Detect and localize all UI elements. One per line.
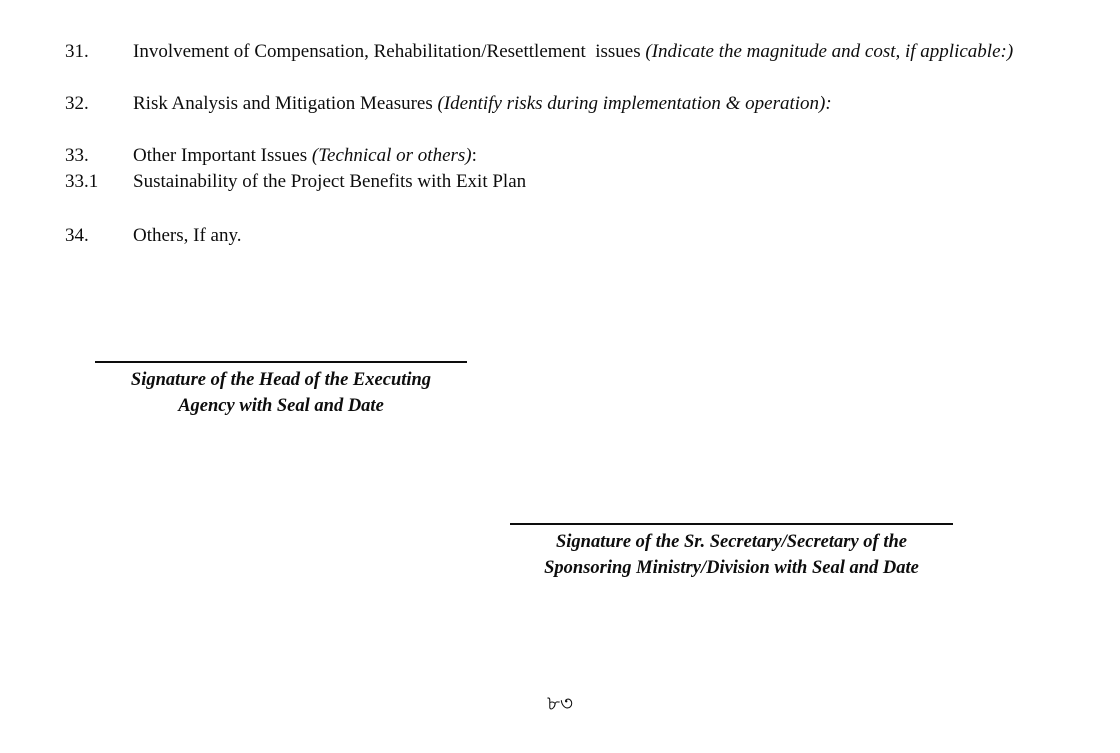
- signature-block-executing-agency: [95, 361, 467, 419]
- item-33-1-number: 33.1: [65, 171, 99, 192]
- item-33-1-text: [133, 169, 1040, 195]
- signature-block-sponsoring-ministry: [510, 523, 953, 581]
- item-32-text: [133, 91, 1040, 117]
- item-33-text: [133, 143, 1040, 169]
- signature-caption-line1: Signature of the Head of the Executing: [130, 370, 432, 390]
- text-segment: (Identify risks during implementation & operation):: [437, 93, 832, 114]
- item-31: [65, 39, 1040, 65]
- text-segment: :: [471, 145, 477, 166]
- item-32: [65, 91, 1040, 117]
- numbered-items-list: [65, 39, 1040, 249]
- item-34-text: [133, 223, 1040, 249]
- item-34-number: 34.: [65, 225, 89, 246]
- item-34: [65, 223, 1040, 249]
- text-segment: Other Important Issues: [133, 145, 312, 166]
- item-33-1: [65, 169, 1040, 195]
- item-33-number: 33.: [65, 145, 89, 166]
- signature-line: [95, 361, 467, 363]
- text-segment: Involvement of Compensation, Rehabilitation/Resettlement issues: [133, 41, 646, 62]
- item-31-number: 31.: [65, 41, 89, 62]
- signature-caption-line1: Signature of the Sr. Secretary/Secretary of the: [556, 532, 907, 552]
- text-segment: (Indicate the magnitude and cost, if applicable:): [645, 41, 1014, 62]
- text-segment: (Technical or others): [311, 145, 472, 166]
- signature-caption-line2: Agency with Seal and Date: [178, 396, 384, 416]
- item-33: [65, 143, 1040, 169]
- signature-caption-line2: Sponsoring Ministry/Division with Seal and Date: [544, 558, 919, 578]
- page-number: ৮৩: [547, 693, 573, 715]
- signature-line: [510, 523, 953, 525]
- item-31-text: [133, 39, 1040, 65]
- text-segment: Risk Analysis and Mitigation Measures: [133, 93, 438, 114]
- text-segment: Sustainability of the Project Benefits with Exit Plan: [133, 171, 527, 192]
- item-32-number: 32.: [65, 93, 89, 114]
- text-segment: Others, If any.: [133, 225, 242, 246]
